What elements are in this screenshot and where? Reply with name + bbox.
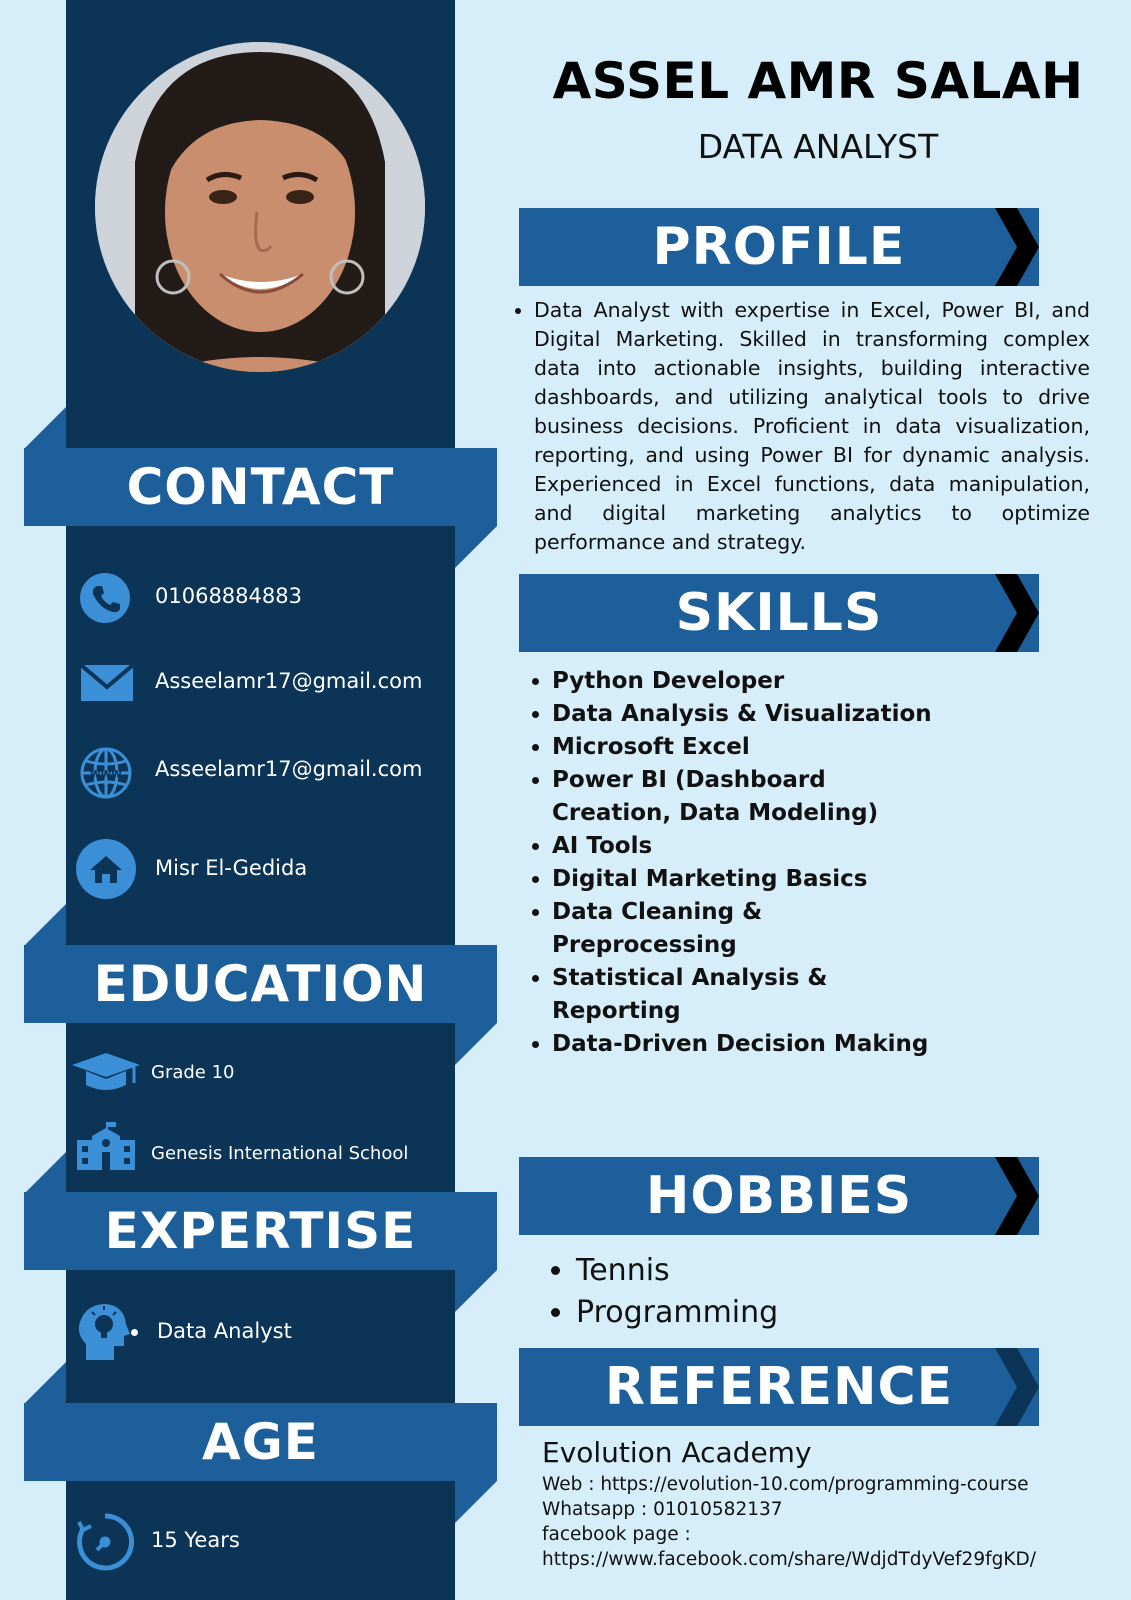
expertise-heading: EXPERTISE bbox=[24, 1192, 497, 1270]
list-item: • AI Tools bbox=[552, 830, 952, 863]
candidate-role: DATA ANALYST bbox=[697, 127, 939, 166]
list-item: • Digital Marketing Basics bbox=[552, 863, 952, 896]
skills-list bbox=[528, 665, 952, 1061]
reference-facebook-label: facebook page : bbox=[542, 1524, 691, 1545]
chevron-right-icon bbox=[995, 574, 1059, 652]
ribbon-fold bbox=[455, 526, 497, 568]
contact-heading: CONTACT bbox=[24, 448, 497, 526]
hobbies-heading-label: HOBBIES bbox=[645, 1166, 913, 1226]
chevron-right-icon bbox=[995, 1348, 1059, 1426]
bullet-dot bbox=[131, 1329, 138, 1336]
reference-facebook-link[interactable]: https://www.facebook.com/share/WdjdTdyVef29fgKD/ bbox=[542, 1549, 1036, 1570]
globe-icon bbox=[80, 747, 132, 803]
skills-heading bbox=[519, 574, 1039, 652]
address: Misr El-Gedida bbox=[155, 856, 308, 880]
reference-org: Evolution Academy bbox=[542, 1436, 812, 1469]
list-item: • Data Analysis & Visualization bbox=[552, 698, 952, 731]
school-icon bbox=[77, 1122, 135, 1174]
ribbon-fold bbox=[24, 1152, 66, 1194]
reference-web[interactable]: Web : https://evolution-10.com/programming-course bbox=[542, 1474, 1029, 1495]
education-school: Genesis International School bbox=[151, 1143, 409, 1164]
list-item: • Power BI (Dashboard Creation, Data Modeling) bbox=[552, 764, 952, 830]
list-item: • Python Developer bbox=[552, 665, 952, 698]
skills-heading-label: SKILLS bbox=[675, 583, 883, 643]
list-item: • Tennis bbox=[576, 1250, 778, 1292]
candidate-name: ASSEL AMR SALAH bbox=[552, 52, 1084, 110]
reference-heading-label: REFERENCE bbox=[604, 1357, 954, 1417]
age-value: 15 Years bbox=[151, 1528, 240, 1552]
profile-text: • Data Analyst with expertise in Excel, Power BI, and Digital Marketing. Skilled in transforming complex data into actionable insights, building interactive dashboards, and utilizing analytical tools to drive business decisions. Proficient in data visualization, reporting, and using Power BI for dynamic analysis. Experienced in Excel functions, data manipulation, and digital marketing analytics to optimize performance and strategy. bbox=[534, 296, 1090, 557]
phone-icon bbox=[80, 573, 130, 627]
email-address[interactable]: Asseelamr17@gmail.com bbox=[155, 669, 423, 693]
home-icon bbox=[76, 839, 136, 903]
list-item: • Data Cleaning & Preprocessing bbox=[552, 896, 952, 962]
chevron-right-icon bbox=[995, 208, 1059, 286]
ribbon-fold bbox=[24, 904, 66, 946]
clock-icon bbox=[75, 1512, 135, 1576]
reference-heading bbox=[519, 1348, 1039, 1426]
graduation-cap-icon bbox=[72, 1053, 140, 1095]
phone-number[interactable]: 01068884883 bbox=[155, 584, 302, 608]
education-heading: EDUCATION bbox=[24, 945, 497, 1023]
hobbies-list bbox=[548, 1250, 778, 1334]
reference-whatsapp: Whatsapp : 01010582137 bbox=[542, 1499, 783, 1520]
profile-heading-label: PROFILE bbox=[652, 217, 906, 277]
education-grade: Grade 10 bbox=[151, 1062, 235, 1083]
hobbies-heading bbox=[519, 1157, 1039, 1235]
ribbon-fold bbox=[455, 1481, 497, 1523]
chevron-right-icon bbox=[995, 1157, 1059, 1235]
list-item: • Microsoft Excel bbox=[552, 731, 952, 764]
envelope-icon bbox=[81, 665, 133, 705]
brain-lightbulb-icon bbox=[76, 1300, 132, 1364]
profile-list bbox=[508, 296, 1090, 557]
expertise-item: Data Analyst bbox=[157, 1319, 292, 1343]
website-link[interactable]: Asseelamr17@gmail.com bbox=[155, 757, 423, 781]
profile-heading bbox=[519, 208, 1039, 286]
ribbon-fold bbox=[455, 1023, 497, 1065]
profile-photo bbox=[95, 42, 425, 372]
list-item: • Statistical Analysis & Reporting bbox=[552, 962, 952, 1028]
svg-text:www: www bbox=[90, 767, 122, 782]
list-item: • Data-Driven Decision Making bbox=[552, 1028, 952, 1061]
ribbon-fold bbox=[24, 1362, 66, 1404]
age-heading: AGE bbox=[24, 1403, 497, 1481]
ribbon-fold bbox=[24, 407, 66, 449]
ribbon-fold bbox=[455, 1270, 497, 1312]
list-item: • Programming bbox=[576, 1292, 778, 1334]
